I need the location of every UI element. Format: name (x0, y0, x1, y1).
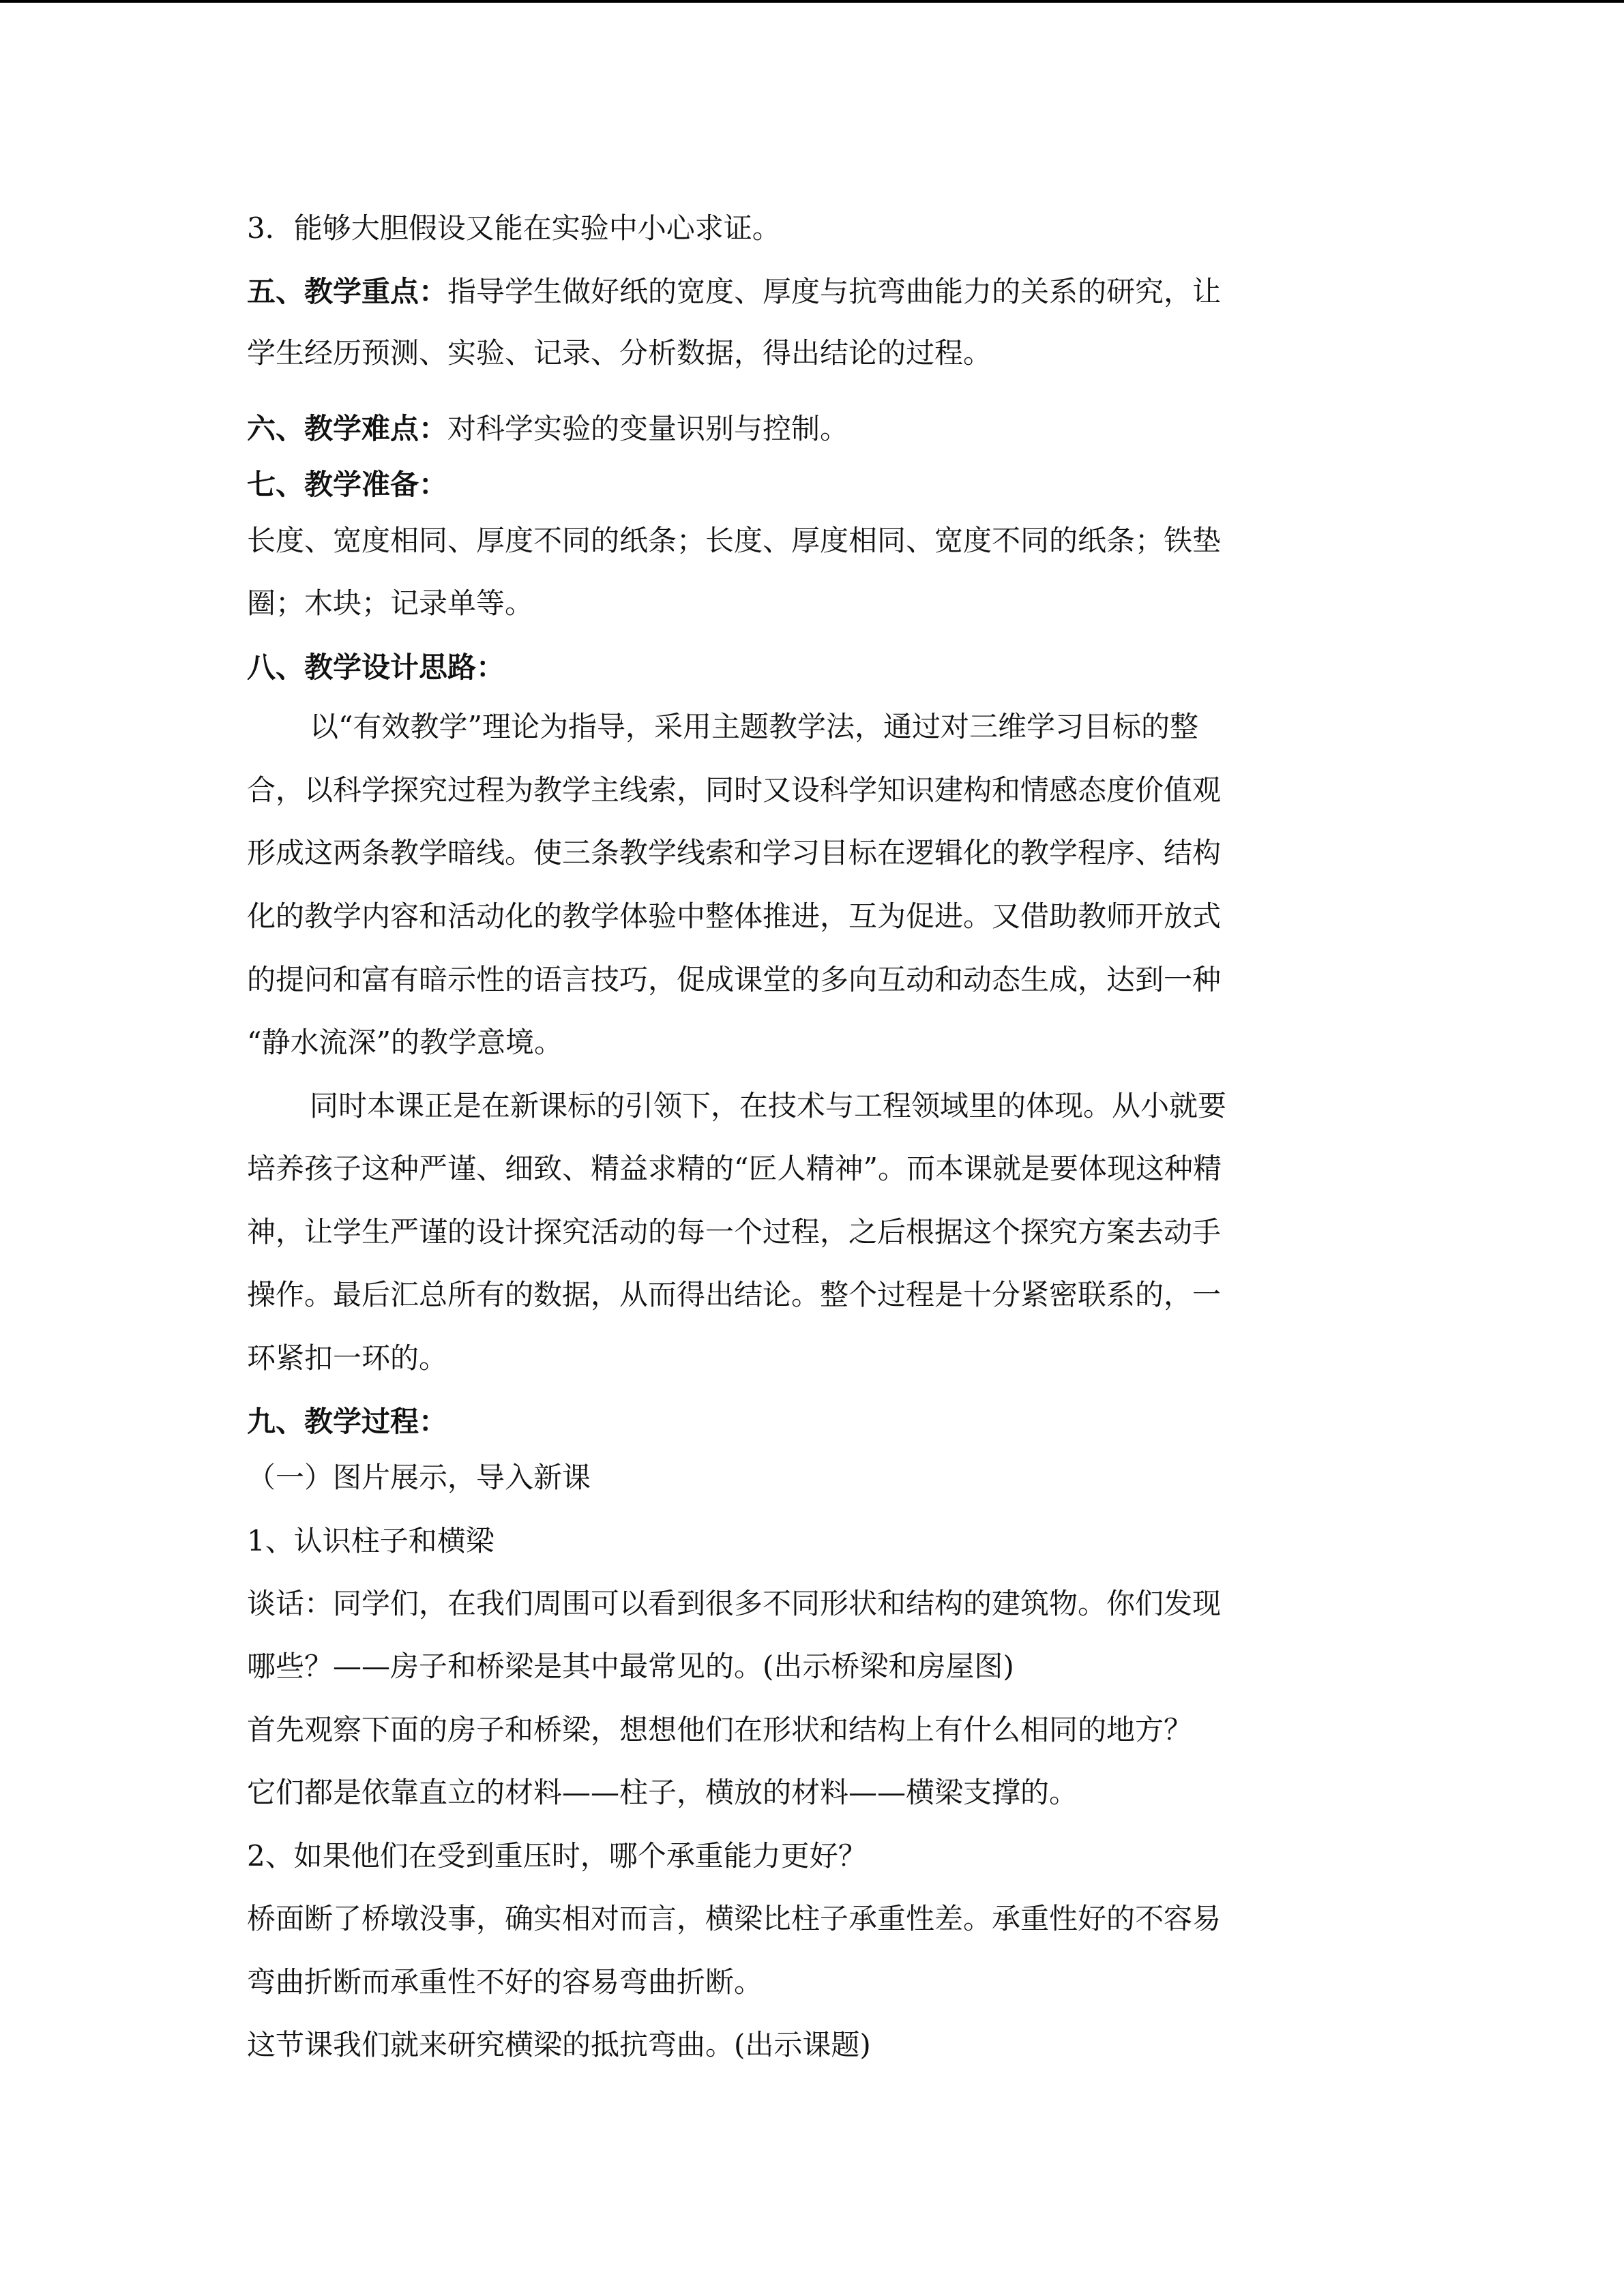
process-item-2: 2、如果他们在受到重压时，哪个承重能力更好？ (247, 1839, 867, 1873)
design-para-1-line: 的提问和富有暗示性的语言技巧，促成课堂的多向互动和动态生成，达到一种 (247, 963, 1222, 996)
section-8-heading: 八、教学设计思路： (247, 651, 505, 684)
process-item-1: 1、认识柱子和横梁 (247, 1524, 494, 1557)
design-para-2-line: 神，让学生严谨的设计探究活动的每一个过程，之后根据这个探究方案去动手 (247, 1215, 1222, 1249)
design-para-1-line: “静水流深”的教学意境。 (247, 1026, 563, 1059)
section-7-line-2: 圈；木块；记录单等。 (247, 586, 534, 620)
design-para-1-line: 形成这两条教学暗线。使三条教学线索和学习目标在逻辑化的教学程序、结构 (247, 836, 1222, 869)
topic-line: 这节课我们就来研究横梁的抵抗弯曲。(出示课题) (247, 2028, 871, 2061)
objective-item-3: 3．能够大胆假设又能在实验中小心求证。 (247, 211, 781, 245)
design-para-2-line: 培养孩子这种严谨、细致、精益求精的“匠人精神”。而本课就是要体现这种精 (247, 1152, 1222, 1185)
section-7-line-1: 长度、宽度相同、厚度不同的纸条；长度、厚度相同、宽度不同的纸条；铁垫 (247, 524, 1222, 557)
design-para-1-line: 合，以科学探究过程为教学主线索，同时又设科学知识建构和情感态度价值观 (247, 773, 1222, 807)
section-5-line-1 (247, 273, 1221, 311)
bridge-line-2: 弯曲折断而承重性不好的容易弯曲折断。 (247, 1965, 763, 1999)
top-border-rule (0, 0, 1624, 3)
bridge-line-1: 桥面断了桥墩没事，确实相对而言，横梁比柱子承重性差。承重性好的不容易 (247, 1902, 1222, 1935)
section-5-heading: 五、教学重点： (247, 275, 448, 308)
design-para-2-line: 同时本课正是在新课标的引领下，在技术与工程领域里的体现。从小就要 (310, 1089, 1227, 1122)
section-6-text: 对科学实验的变量识别与控制。 (447, 412, 849, 445)
talk-line-2: 哪些？——房子和桥梁是其中最常见的。(出示桥梁和房屋图) (247, 1650, 1014, 1683)
design-para-2-line: 环紧扣一环的。 (247, 1341, 448, 1375)
section-6-heading: 六、教学难点： (247, 412, 448, 445)
section-5-line-2: 学生经历预测、实验、记录、分析数据，得出结论的过程。 (247, 336, 992, 370)
design-para-1-line: 化的教学内容和活动化的教学体验中整体推进，互为促进。又借助教师开放式 (247, 899, 1222, 933)
talk-line-1: 谈话：同学们，在我们周围可以看到很多不同形状和结构的建筑物。你们发现 (247, 1587, 1222, 1620)
observe-line: 首先观察下面的房子和桥梁，想想他们在形状和结构上有什么相同的地方？ (247, 1713, 1193, 1746)
design-para-2-line: 操作。最后汇总所有的数据，从而得出结论。整个过程是十分紧密联系的，一 (247, 1278, 1222, 1311)
support-line: 它们都是依靠直立的材料——柱子，横放的材料——横梁支撑的。 (247, 1776, 1078, 1809)
section-5-text: 指导学生做好纸的宽度、厚度与抗弯曲能力的关系的研究，让 (447, 275, 1222, 308)
section-9-heading: 九、教学过程： (247, 1405, 448, 1438)
process-subheading-1: （一）图片展示，导入新课 (247, 1461, 591, 1494)
section-7-heading: 七、教学准备： (247, 468, 448, 501)
design-para-1-line: 以“有效教学”理论为指导，采用主题教学法，通过对三维学习目标的整 (310, 710, 1198, 743)
section-6 (247, 410, 848, 448)
